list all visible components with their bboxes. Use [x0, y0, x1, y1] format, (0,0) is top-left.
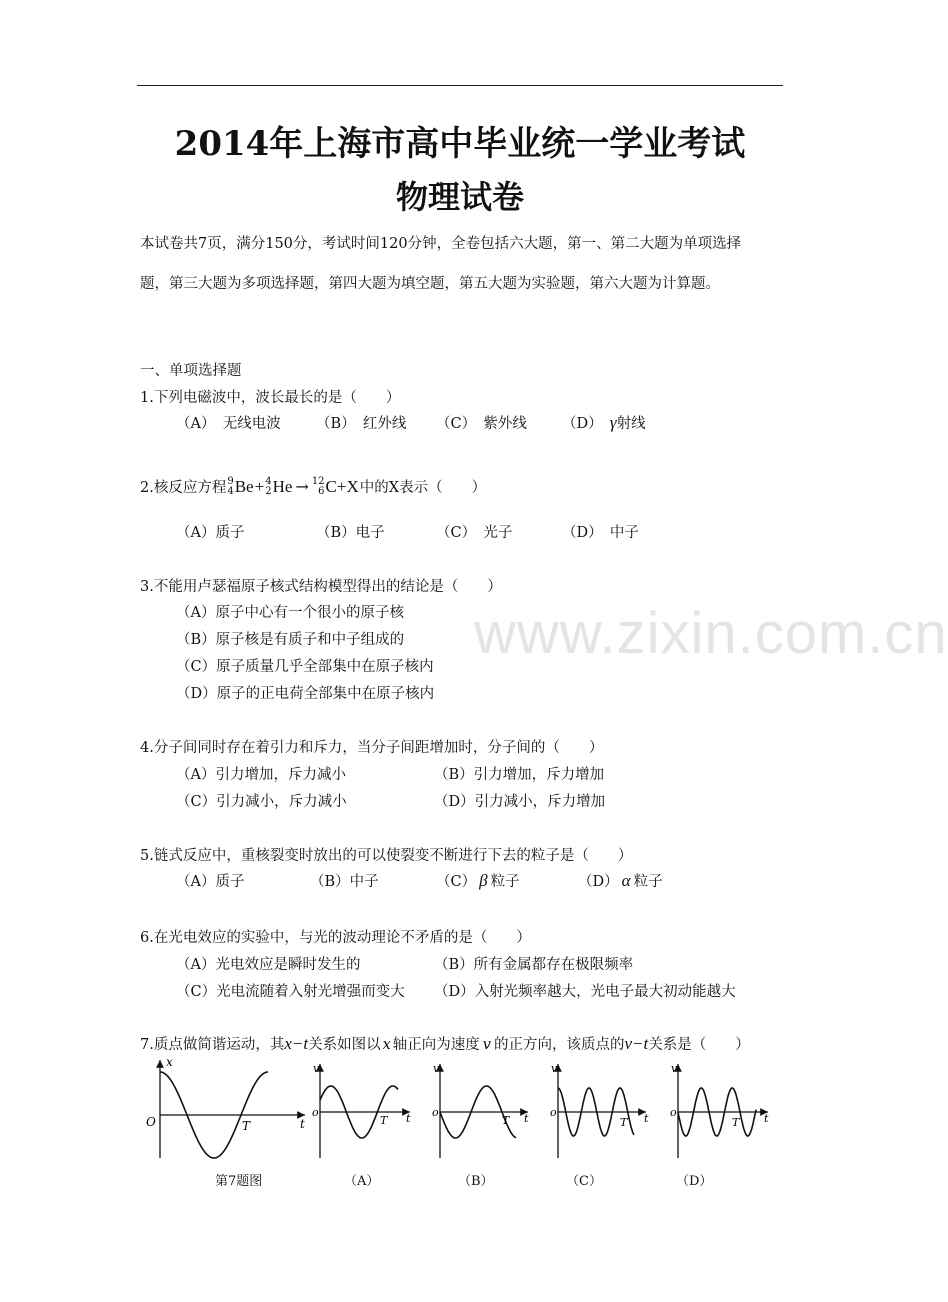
q7-caption-b: （B）: [458, 1174, 494, 1189]
q1-option-b: （B） 红外线: [316, 416, 407, 432]
q7-caption-c: （C）: [566, 1174, 602, 1189]
q7-v: v: [482, 1037, 491, 1053]
q5-option-d-label: （D）: [578, 874, 619, 890]
intro-line-1: 本试卷共7页，满分150分，考试时间120分钟，全卷包括六大题，第一、第二大题为单项选择: [140, 236, 742, 252]
q6-option-c: （C）光电流随着入射光增强而变大: [176, 984, 405, 1000]
q5-option-b: （B）中子: [310, 874, 379, 890]
c-symbol: C+X: [325, 476, 359, 496]
be-z: 4: [227, 485, 234, 497]
b-label-T: T: [502, 1114, 510, 1127]
arrow-symbol: →: [295, 477, 309, 496]
xt-label-origin: O: [146, 1115, 156, 1129]
q7-stem-a: 7.质点做简谐运动，其: [140, 1037, 285, 1053]
q6-option-d: （D）入射光频率越大，光电子最大初动能越大: [434, 984, 736, 1000]
q3-option-d: （D）原子的正电荷全部集中在原子核内: [176, 686, 435, 702]
b-label-o: o: [432, 1106, 439, 1119]
q5-option-d-text: 粒子: [633, 874, 663, 890]
q5-option-c-text: 粒子: [490, 874, 520, 890]
q1-option-c: （C） 紫外线: [436, 416, 527, 432]
q1-option-d-text: 射线: [616, 416, 646, 432]
alpha-symbol: α: [621, 871, 631, 890]
q3-option-c: （C）原子质量几乎全部集中在原子核内: [176, 659, 434, 675]
page-title: 2014年上海市高中毕业统一学业考试: [174, 124, 746, 164]
c-mass: 12: [311, 475, 325, 487]
vt-graph-c: [550, 1062, 649, 1158]
plus-sign: +: [254, 476, 265, 496]
q5-option-c-label: （C）: [436, 874, 477, 890]
be-mass: 9: [227, 475, 234, 487]
q7-vt: v−t: [624, 1034, 649, 1053]
q7-caption-figure: 第7题图: [215, 1174, 263, 1189]
q6-option-b: （B）所有金属都存在极限频率: [434, 957, 634, 973]
q2-suffix: 中的X表示（ ）: [359, 480, 487, 496]
page-subtitle: 物理试卷: [395, 178, 524, 216]
c-z: 6: [318, 485, 325, 497]
q4-option-c: （C）引力减小，斥力减小: [176, 794, 347, 810]
xt-graph: [146, 1055, 305, 1158]
q7-stem-e: 关系是（ ）: [648, 1037, 750, 1053]
c-label-v: v: [551, 1062, 558, 1075]
xt-label-t: t: [300, 1117, 305, 1131]
intro-line-2: 题，第三大题为多项选择题，第四大题为填空题，第五大题为实验题，第六大题为计算题。: [140, 276, 720, 292]
question-6-stem: 6.在光电效应的实验中，与光的波动理论不矛盾的是（ ）: [140, 930, 531, 946]
q4-option-b: （B）引力增加，斥力增加: [434, 767, 605, 783]
q1-option-d-label: （D）: [562, 416, 610, 432]
d-label-o: o: [670, 1106, 677, 1119]
d-label-v: v: [671, 1062, 678, 1075]
q2-option-d: （D） 中子: [562, 525, 639, 541]
q1-option-a: （A） 无线电波: [176, 416, 281, 432]
q7-caption-d: （D）: [676, 1174, 713, 1189]
a-label-t: t: [406, 1112, 411, 1125]
vt-graph-b: [432, 1062, 529, 1158]
gamma-symbol: γ: [609, 413, 617, 432]
question-3-stem: 3.不能用卢瑟福原子核式结构模型得出的结论是（ ）: [140, 579, 502, 595]
section-heading: 一、单项选择题: [140, 363, 242, 379]
a-label-T: T: [380, 1114, 388, 1127]
c-label-o: o: [550, 1106, 557, 1119]
c-label-t: t: [644, 1112, 649, 1125]
q3-option-b: （B）原子核是有质子和中子组成的: [176, 632, 405, 648]
q2-prefix: 2.核反应方程: [140, 480, 227, 496]
q2-option-c: （C） 光子: [436, 525, 513, 541]
q5-option-a: （A）质子: [176, 874, 245, 890]
q2-option-a: （A）质子: [176, 525, 245, 541]
vt-graph-d: [670, 1062, 769, 1158]
xt-label-period: T: [242, 1119, 251, 1133]
question-4-stem: 4.分子间同时存在着引力和斥力，当分子间距增加时，分子间的（ ）: [140, 740, 604, 756]
q6-option-a: （A）光电效应是瞬时发生的: [176, 957, 361, 973]
be-symbol: Be: [234, 476, 254, 496]
xt-label-x: x: [166, 1055, 173, 1069]
he-z: 2: [265, 485, 272, 497]
q3-option-a: （A）原子中心有一个很小的原子核: [176, 605, 404, 621]
q7-stem-c: 轴正向为速度: [392, 1037, 480, 1053]
beta-symbol: β: [479, 871, 488, 890]
watermark: www.zixin.com.cn: [474, 601, 948, 666]
q7-stem-d: 的正方向，该质点的: [493, 1037, 625, 1053]
vt-graph-a: [312, 1062, 411, 1158]
he-symbol: He: [272, 476, 293, 496]
q7-stem-b: 关系如图以: [308, 1037, 381, 1053]
q7-xt: x−t: [284, 1034, 309, 1053]
question-5-stem: 5.链式反应中，重核裂变时放出的可以使裂变不断进行下去的粒子是（ ）: [140, 848, 633, 864]
a-label-o: o: [312, 1106, 319, 1119]
q7-x: x: [382, 1037, 391, 1053]
q2-option-b: （B）电子: [316, 525, 385, 541]
question-1-stem: 1.下列电磁波中，波长最长的是（ ）: [140, 390, 401, 406]
d-label-t: t: [764, 1112, 769, 1125]
d-label-T: T: [732, 1116, 740, 1129]
c-label-T: T: [620, 1116, 628, 1129]
b-label-v: v: [433, 1062, 440, 1075]
q7-caption-a: （A）: [344, 1174, 380, 1189]
a-label-v: v: [313, 1062, 320, 1075]
q4-option-d: （D）引力减小，斥力增加: [434, 794, 606, 810]
b-label-t: t: [524, 1112, 529, 1125]
q4-option-a: （A）引力增加，斥力减小: [176, 767, 346, 783]
he-mass: 4: [265, 475, 272, 487]
